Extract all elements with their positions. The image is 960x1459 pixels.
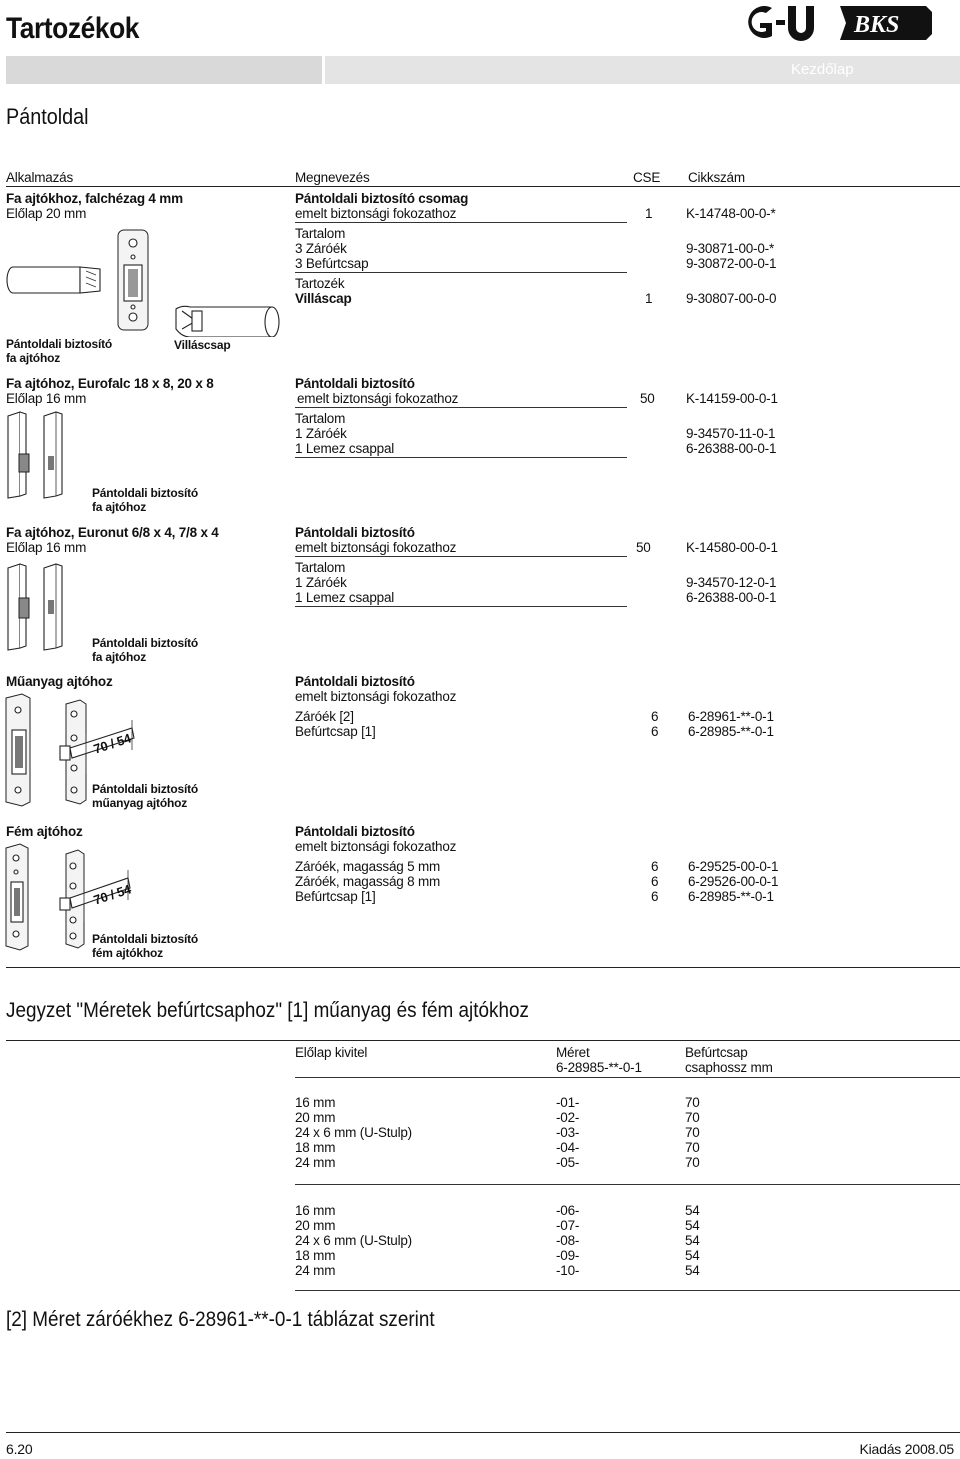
block2-desc: emelt biztonsági fokozathoz xyxy=(297,391,459,406)
block5-item3: Befúrtcsap [1] xyxy=(295,889,376,904)
block4-name: Pántoldali biztosító xyxy=(295,674,415,689)
block3-content-label: Tartalom xyxy=(295,560,346,575)
block1-acc-code: 9-30807-00-0-0 xyxy=(686,291,777,306)
block2-name: Pántoldali biztosító xyxy=(295,376,415,391)
page-number xyxy=(6,1441,32,1457)
rule xyxy=(295,1290,960,1291)
rule xyxy=(295,556,627,557)
rule xyxy=(295,407,627,408)
footer-rule xyxy=(6,1432,960,1433)
col-code: Cikkszám xyxy=(688,170,745,185)
block1-cse: 1 xyxy=(645,206,653,221)
col-name: Megnevezés xyxy=(295,170,370,185)
bks-logo xyxy=(840,6,932,40)
block2-code: K-14159-00-0-1 xyxy=(686,391,778,406)
block1-caption-2: Villáscsap xyxy=(174,338,231,352)
block3-cse: 50 xyxy=(636,540,651,555)
bks-logo-text: BKS xyxy=(854,12,900,38)
col-application: Alkalmazás xyxy=(6,170,74,185)
note-col-size: Méret xyxy=(556,1045,590,1060)
block5-item3-cse: 6 xyxy=(651,889,659,904)
gu-logo xyxy=(748,6,814,41)
brand-logos xyxy=(736,2,960,44)
note-cell: 70 xyxy=(685,1125,700,1140)
block5-item1-cse: 6 xyxy=(651,859,659,874)
block4-application: Műanyag ajtóhoz xyxy=(6,674,113,689)
block4-item2-cse: 6 xyxy=(651,724,659,739)
block5-item2-code: 6-29526-00-0-1 xyxy=(688,874,779,889)
note-2: [2] Méret záróékhez 6-28961-**-0-1 táblázat szerint xyxy=(6,1308,435,1331)
block2-caption-1: Pántoldali biztosító xyxy=(92,486,198,500)
rule xyxy=(295,1077,960,1078)
block1-item2: 3 Befúrtcsap xyxy=(295,256,369,271)
note-cell: 20 mm xyxy=(295,1218,336,1233)
block5-caption-1: Pántoldali biztosító xyxy=(92,932,198,946)
note-cell: 16 mm xyxy=(295,1095,336,1110)
block1-item1-code: 9-30871-00-0-* xyxy=(686,241,775,256)
block2-content-label: Tartalom xyxy=(295,411,346,426)
block4-caption-1: Pántoldali biztosító xyxy=(92,782,198,796)
rule xyxy=(295,606,627,607)
note-rule xyxy=(6,1040,960,1041)
block5-item3-code: 6-28985-**-0-1 xyxy=(688,889,774,904)
block5-desc: emelt biztonsági fokozathoz xyxy=(295,839,457,854)
note-cell: -05- xyxy=(556,1155,580,1170)
block5-caption-2: fém ajtókhoz xyxy=(92,946,163,960)
note-cell: 16 mm xyxy=(295,1203,336,1218)
block5-item2: Záróék, magasság 8 mm xyxy=(295,874,441,889)
note-cell: 24 x 6 mm (U-Stulp) xyxy=(295,1125,412,1140)
note-cell: 20 mm xyxy=(295,1110,336,1125)
block4-item2: Befúrtcsap [1] xyxy=(295,724,376,739)
block2-caption-2: fa ajtóhoz xyxy=(92,500,146,514)
block5-name: Pántoldali biztosító xyxy=(295,824,415,839)
note-cell: -07- xyxy=(556,1218,580,1233)
block5-dimension: 70 / 54 xyxy=(91,881,133,908)
block5-item2-cse: 6 xyxy=(651,874,659,889)
note-cell: 54 xyxy=(685,1203,700,1218)
note-cell: 24 mm xyxy=(295,1263,336,1278)
block1-drawing xyxy=(0,225,290,337)
block3-item2-code: 6-26388-00-0-1 xyxy=(686,590,777,605)
note-cell: -10- xyxy=(556,1263,580,1278)
section-rule xyxy=(6,967,960,968)
block5-item1: Záróék, magasság 5 mm xyxy=(295,859,441,874)
block3-drawing xyxy=(0,562,90,656)
note-cell: -01- xyxy=(556,1095,580,1110)
block2-item1: 1 Záróék xyxy=(295,426,347,441)
note-col-pin: Befúrtcsap xyxy=(685,1045,748,1060)
rule xyxy=(295,457,627,458)
header-rule xyxy=(6,186,960,187)
block3-faceplate: Előlap 16 mm xyxy=(6,540,87,555)
block3-item1-code: 9-34570-12-0-1 xyxy=(686,575,777,590)
block3-item1: 1 Záróék xyxy=(295,575,347,590)
rule xyxy=(295,222,627,223)
note-cell: 54 xyxy=(685,1248,700,1263)
note-cell: 24 mm xyxy=(295,1155,336,1170)
block4-item1-cse: 6 xyxy=(651,709,659,724)
note-cell: -02- xyxy=(556,1110,580,1125)
note-cell: 54 xyxy=(685,1263,700,1278)
note-cell: -09- xyxy=(556,1248,580,1263)
note-title: Jegyzet "Méretek befúrtcsaphoz" [1] műanyag és fém ajtókhoz xyxy=(6,999,529,1022)
block1-desc: emelt biztonsági fokozathoz xyxy=(295,206,457,221)
note-cell: 18 mm xyxy=(295,1140,336,1155)
note-cell: -06- xyxy=(556,1203,580,1218)
block1-acc: Villáscap xyxy=(295,291,352,306)
section-title: Pántoldal xyxy=(6,104,89,129)
note-cell: 70 xyxy=(685,1110,700,1125)
nav-bar xyxy=(6,56,960,84)
block4-caption-2: műanyag ajtóhoz xyxy=(92,796,188,810)
block3-desc: emelt biztonsági fokozathoz xyxy=(295,540,457,555)
block1-item2-code: 9-30872-00-0-1 xyxy=(686,256,777,271)
block5-application: Fém ajtóhoz xyxy=(6,824,83,839)
block1-faceplate: Előlap 20 mm xyxy=(6,206,87,221)
block1-caption-1: Pántoldali biztosító xyxy=(6,337,112,351)
block4-item1: Záróék [2] xyxy=(295,709,354,724)
home-link[interactable]: Kezdőlap xyxy=(791,61,854,78)
page-number-text: 6.20 xyxy=(6,1441,33,1457)
note-cell: 70 xyxy=(685,1155,700,1170)
block4-dimension: 70 / 54 xyxy=(91,730,133,757)
block1-application: Fa ajtókhoz, falchézag 4 mm xyxy=(6,191,183,206)
note-cell: 24 x 6 mm (U-Stulp) xyxy=(295,1233,412,1248)
rule xyxy=(295,1184,960,1185)
block2-item1-code: 9-34570-11-0-1 xyxy=(686,426,776,441)
block1-acc-label: Tartozék xyxy=(295,276,345,291)
block2-faceplate: Előlap 16 mm xyxy=(6,391,87,406)
block1-item1: 3 Záróék xyxy=(295,241,347,256)
block2-cse: 50 xyxy=(640,391,655,406)
note-cell: -03- xyxy=(556,1125,580,1140)
rule xyxy=(295,272,627,273)
block5-item1-code: 6-29525-00-0-1 xyxy=(688,859,779,874)
note-cell: 54 xyxy=(685,1233,700,1248)
note-col-pin-length: csaphossz mm xyxy=(685,1060,773,1075)
note-col-faceplate: Előlap kivitel xyxy=(295,1045,368,1060)
block4-item1-code: 6-28961-**-0-1 xyxy=(688,709,774,724)
block1-content-label: Tartalom xyxy=(295,226,346,241)
block1-caption-1b: fa ajtóhoz xyxy=(6,351,60,365)
block3-item2: 1 Lemez csappal xyxy=(295,590,395,605)
block3-code: K-14580-00-0-1 xyxy=(686,540,778,555)
note-cell: 70 xyxy=(685,1095,700,1110)
note-col-size-code: 6-28985-**-0-1 xyxy=(556,1060,642,1075)
block3-caption-1: Pántoldali biztosító xyxy=(92,636,198,650)
block2-item2: 1 Lemez csappal xyxy=(295,441,395,456)
note-cell: 54 xyxy=(685,1218,700,1233)
block3-name: Pántoldali biztosító xyxy=(295,525,415,540)
block1-name: Pántoldali biztosító csomag xyxy=(295,191,469,206)
block4-desc: emelt biztonsági fokozathoz xyxy=(295,689,457,704)
block1-code: K-14748-00-0-* xyxy=(686,206,776,221)
col-cse: CSE xyxy=(633,170,661,185)
note-cell: -08- xyxy=(556,1233,580,1248)
note-cell: 18 mm xyxy=(295,1248,336,1263)
note-cell: -04- xyxy=(556,1140,580,1155)
block2-application: Fa ajtóhoz, Eurofalc 18 x 8, 20 x 8 xyxy=(6,376,214,391)
block4-item2-code: 6-28985-**-0-1 xyxy=(688,724,774,739)
page-title: Tartozékok xyxy=(6,12,140,45)
home-link-area[interactable] xyxy=(322,56,960,84)
note-cell: 70 xyxy=(685,1140,700,1155)
block2-item2-code: 6-26388-00-0-1 xyxy=(686,441,777,456)
block3-caption-2: fa ajtóhoz xyxy=(92,650,146,664)
block3-application: Fa ajtóhoz, Euronut 6/8 x 4, 7/8 x 4 xyxy=(6,525,219,540)
block1-acc-cse: 1 xyxy=(645,291,653,306)
block2-drawing xyxy=(0,410,90,500)
edition: Kiadás 2008.05 xyxy=(859,1441,954,1457)
